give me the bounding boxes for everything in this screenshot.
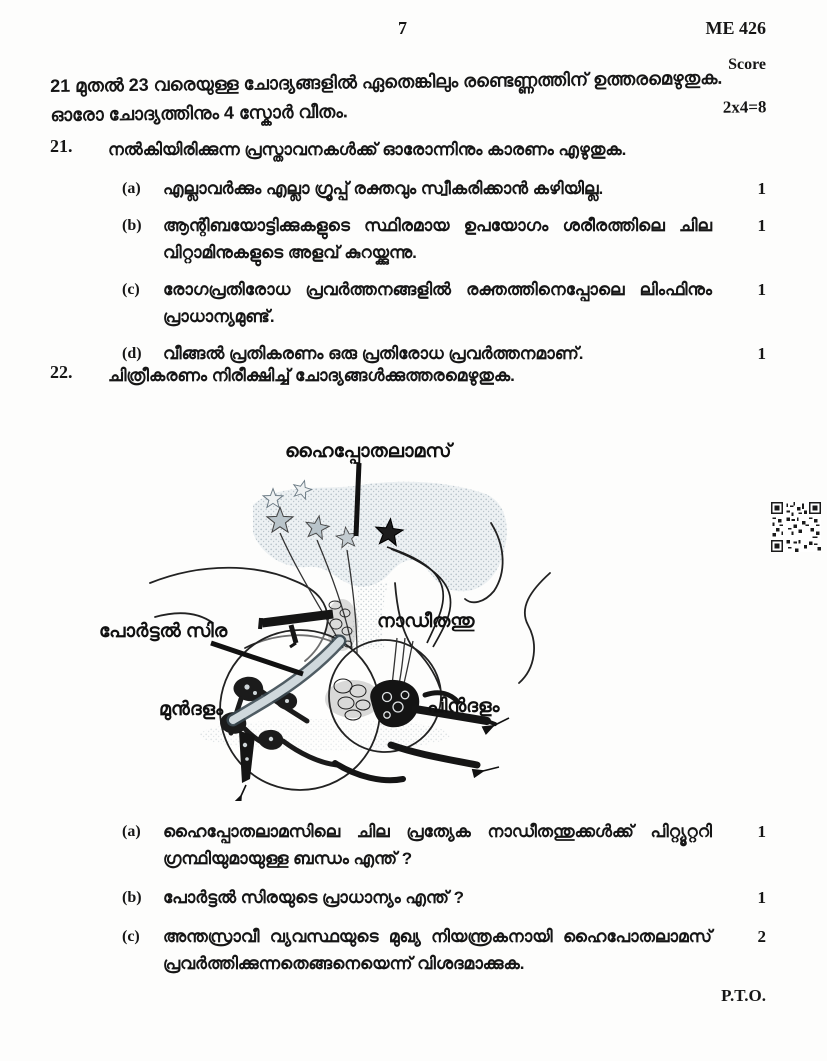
part-marks: 1: [757, 280, 766, 299]
question-number: 22.: [50, 362, 73, 382]
part-marks: 1: [757, 179, 766, 198]
instructions: [50, 63, 767, 130]
instructions-line2: ഓരോ ചോദ്യത്തിനും 4 സ്കോർ വീതം.: [50, 101, 348, 125]
part-marks: 1: [757, 344, 766, 363]
part-text: വീങ്ങൽ പ്രതികരണം ഒരു പ്രതിരോധ പ്രവർത്തനമാണ്.: [163, 344, 584, 363]
pituitary-diagram: [95, 433, 555, 801]
question-text: നൽകിയിരിക്കുന്ന പ്രസ്താവനകൾക്ക് ഓരോന്നിനും കാരണം എഴുതുക.: [108, 140, 627, 159]
page-number: 7: [398, 18, 407, 38]
part-label: (c): [122, 928, 140, 945]
question-text: ചിത്രീകരണം നിരീക്ഷിച്ച് ചോദ്യങ്ങൾക്കുത്തരമെഴുതുക.: [108, 366, 515, 385]
part-label: (a): [122, 823, 141, 840]
part-label: (c): [122, 281, 140, 298]
part-label: (a): [122, 180, 141, 197]
part-label: (b): [122, 217, 142, 234]
question-22-parts: [50, 818, 766, 987]
nerve-fiber-label: നാഡീതന്തു: [377, 611, 475, 632]
hypothalamus-label: ഹൈപ്പോതലാമസ്: [285, 441, 452, 462]
pto-label: P.T.O.: [721, 986, 766, 1005]
hypothalamus-pointer-line: [356, 463, 359, 536]
question-part: [122, 923, 766, 977]
part-text: ഹൈപ്പോതലാമസിലെ ചില പ്രത്യേക നാഡീതന്തുക്കൾക്ക് പിറ്റ്യൂറ്ററി ഗ്രന്ഥിയുമായുള്ള ബന്ധം എന്ത് ?: [163, 822, 712, 868]
question-part: [122, 818, 766, 872]
question-22-heading: [50, 362, 766, 389]
question-part: [122, 276, 766, 330]
part-label: (d): [122, 345, 142, 362]
part-label: (b): [122, 889, 142, 906]
question-part: [122, 175, 766, 202]
part-text: എല്ലാവർക്കും എല്ലാ ഗ്രൂപ്പ് രക്തവും സ്വീകരിക്കാൻ കഴിയില്ല.: [163, 179, 604, 198]
portal-vein-label: പോർട്ടൽ സിര: [99, 621, 228, 642]
qr-code: [771, 502, 821, 552]
part-marks: 1: [757, 216, 766, 235]
part-text: അന്തസ്രാവീ വ്യവസ്ഥയുടെ മുഖ്യ നിയന്ത്രകനായി ഹൈപോതലാമസ് പ്രവർത്തിക്കുന്നതെങ്ങനെയെന്ന് വിശദമാക്കുക.: [163, 927, 712, 973]
marks-scheme: 2x4=8: [722, 97, 767, 117]
part-marks: 2: [757, 927, 766, 946]
instructions-line1: 21 മുതൽ 23 വരെയുള്ള ചോദ്യങ്ങളിൽ ഏതെങ്കിലും രണ്ടെണ്ണത്തിന് ഉത്തരമെഴുതുക.: [50, 67, 723, 96]
paper-code: ME 426: [705, 18, 766, 38]
question-part: [122, 884, 766, 911]
part-marks: 1: [757, 822, 766, 841]
part-marks: 1: [757, 888, 766, 907]
part-text: രോഗപ്രതിരോധ പ്രവർത്തനങ്ങളിൽ രക്തത്തിനെപ്പോലെ ലിംഫിനും പ്രാധാന്യമുണ്ട്.: [163, 280, 712, 326]
anterior-lobe-label: മുൻദളം: [159, 699, 224, 720]
part-text: പോർട്ടൽ സിരയുടെ പ്രാധാന്യം എന്ത് ?: [163, 888, 465, 907]
score-label: Score: [728, 56, 766, 73]
question-21: [50, 136, 766, 377]
pituitary-diagram-figure: [95, 433, 555, 801]
question-part: [122, 212, 766, 266]
posterior-lobe-label: പിൻദളം: [427, 696, 500, 717]
part-text: ആന്റിബയോട്ടിക്കുകളുടെ സ്ഥിരമായ ഉപയോഗം ശരീരത്തിലെ ചില വിറ്റാമിനുകളുടെ അളവ് കുറയ്ക്കുന്നു.: [163, 216, 712, 262]
question-number: 21.: [50, 136, 73, 156]
